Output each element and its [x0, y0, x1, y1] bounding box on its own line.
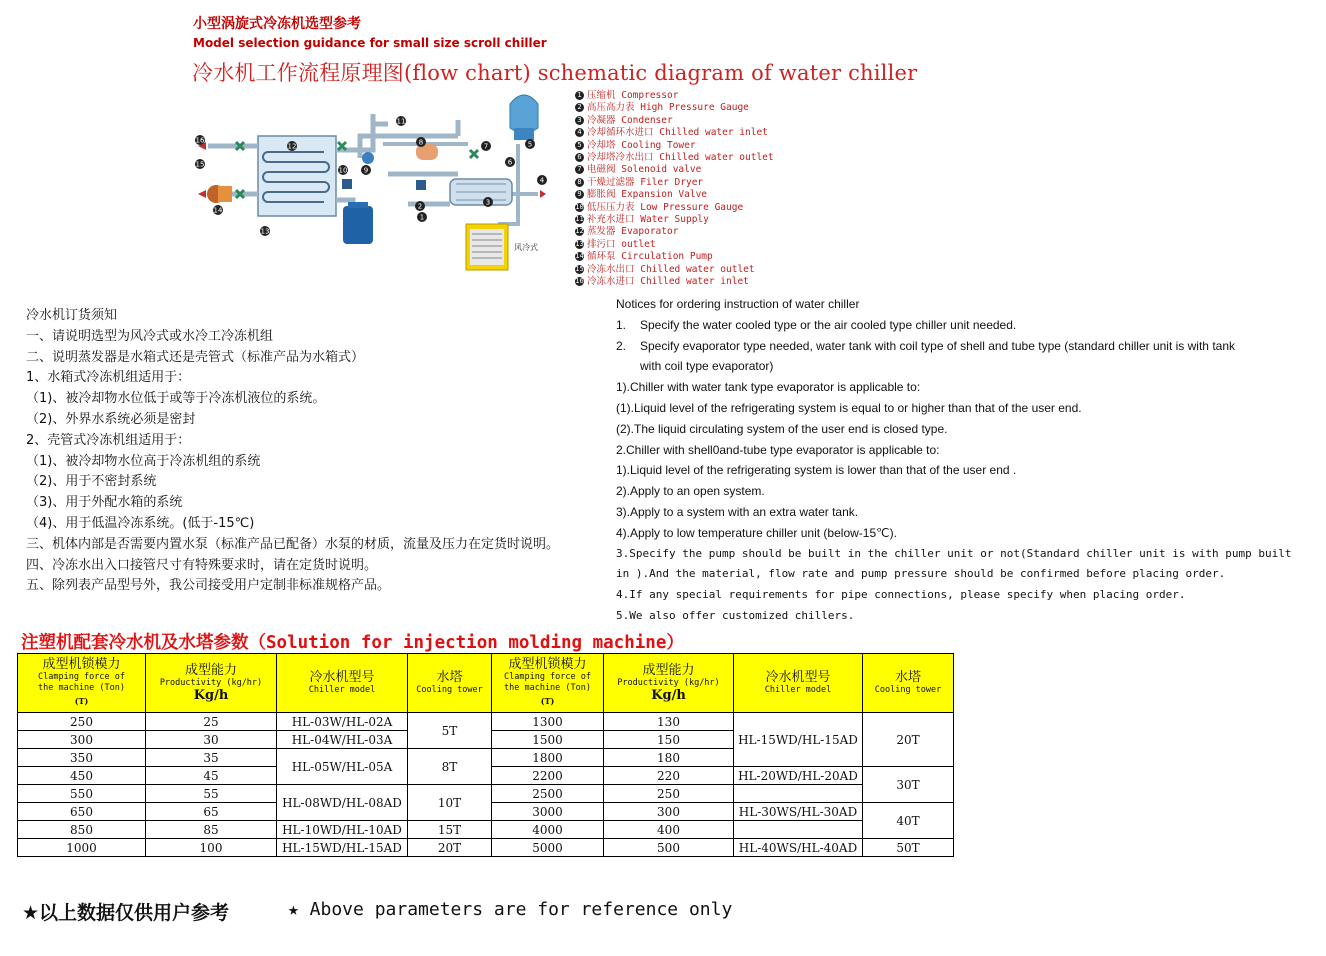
legend-number: 16 — [575, 277, 584, 286]
notes-cn-line: 二、说明蒸发器是水箱式还是壳管式（标准产品为水箱式） — [26, 349, 365, 365]
callout-3: 3 — [485, 198, 491, 207]
legend-number: 10 — [575, 202, 584, 211]
diagram-title: 冷水机工作流程原理图(flow chart) schematic diagram of water chiller — [192, 61, 918, 85]
callout-4: 4 — [539, 176, 545, 185]
notes-cn — [26, 306, 559, 597]
table-cell: HL-30WS/HL-30AD — [734, 803, 863, 821]
table-cell: 30T — [863, 767, 954, 803]
legend-item — [575, 102, 774, 114]
table-cell — [734, 785, 863, 803]
evaporator-tank — [258, 136, 336, 216]
table-cell: 1500 — [492, 731, 604, 749]
table-cell: 15T — [408, 821, 492, 839]
callout-5: 5 — [527, 140, 533, 149]
notes-cn-line: （4)、用于低温冷冻系统。(低于-15℃) — [26, 515, 255, 531]
legend-number: 12 — [575, 227, 584, 236]
table-cell: 250 — [604, 785, 734, 803]
table-cell: 2200 — [492, 767, 604, 785]
table-cell: 400 — [604, 821, 734, 839]
diagram-legend — [575, 90, 774, 289]
title-cn: 小型涡旋式冷冻机选型参考 — [193, 16, 361, 32]
legend-number: 6 — [575, 153, 584, 162]
legend-item — [575, 90, 774, 102]
table-row — [18, 839, 954, 857]
legend-number: 8 — [575, 178, 584, 187]
table-cell: 650 — [18, 803, 146, 821]
table-cell: 10T — [408, 785, 492, 821]
callout-13: 13 — [260, 227, 270, 236]
table-cell: 50T — [863, 839, 954, 857]
notes-en: Notices for ordering instruction of water chiller 1. Specify the water cooled type or the air cooled type chiller unit needed. 2. Specify evaporator type needed, water tank with coil type of shell and tube type (standard chiller unit is with tank with coil type evaporator) 1).Chiller with water tank type evaporator is applicable to: (1).Liquid level of the refrigerating system is equal to or higher than that of the user end. (2).The liquid circulating system of the user end is closed type. 2.Chiller with shell0and-tube type evaporator is applicable to: 1).Liquid level of the refrigerating system is lower than that of the user end . 2).Apply to an open system. 3).Apply to a system with an extra water tank. 4).Apply to low temperature chiller unit (below-15℃). 3.Specify the pump should be built in the chiller unit or not(Standard chiller unit is with pump built in ).And the material, flow rate and pump pressure should be confirmed before placing order. 4.If any special requirements for pipe connections, please specify when placing order. 5.We also offer customized chillers. — [616, 294, 1292, 627]
table-cell: 55 — [146, 785, 277, 803]
table-cell: HL-10WD/HL-10AD — [277, 821, 408, 839]
table-cell: 5000 — [492, 839, 604, 857]
notes-cn-line: 五、除列表产品型号外，我公司接受用户定制非标准规格产品。 — [26, 578, 391, 594]
table-cell: 300 — [18, 731, 146, 749]
notes-cn-line: 1、水箱式冷冻机组适用于： — [26, 370, 191, 386]
table-cell: 45 — [146, 767, 277, 785]
table-cell: 550 — [18, 785, 146, 803]
callout-14: 14 — [213, 206, 223, 215]
legend-item — [575, 189, 774, 201]
table-cell: 450 — [18, 767, 146, 785]
legend-item — [575, 140, 774, 152]
table-cell: 500 — [604, 839, 734, 857]
table-cell: 85 — [146, 821, 277, 839]
notes-cn-line: 2、壳管式冷冻机组适用于： — [26, 432, 191, 448]
table-cell: HL-15WD/HL-15AD — [734, 713, 863, 767]
table-cell: HL-04W/HL-03A — [277, 731, 408, 749]
legend-text: 干燥过滤器 Filer Dryer — [587, 176, 704, 188]
table-cell: HL-40WS/HL-40AD — [734, 839, 863, 857]
legend-text: 膨胀阀 Expansion Valve — [587, 189, 708, 201]
table-cell: 1000 — [18, 839, 146, 857]
callout-1: 1 — [419, 213, 425, 222]
legend-text: 压缩机 Compressor — [587, 90, 679, 101]
table-cell: 850 — [18, 821, 146, 839]
table-cell: HL-05W/HL-05A — [277, 749, 408, 785]
legend-text: 冷冻水出口 Chilled water outlet — [587, 263, 755, 275]
legend-number: 2 — [575, 103, 584, 112]
table-cell: 35 — [146, 749, 277, 767]
legend-text: 高压高力表 High Pressure Gauge — [587, 102, 749, 114]
legend-item — [575, 115, 774, 127]
callout-8: 8 — [418, 138, 424, 147]
legend-item — [575, 214, 774, 226]
table-cell: 2500 — [492, 785, 604, 803]
legend-text: 冷却塔冷水出口 Chilled water outlet — [587, 152, 774, 164]
table-cell: 250 — [18, 713, 146, 731]
table-cell: 65 — [146, 803, 277, 821]
legend-item — [575, 202, 774, 214]
header-clamp: 成型机锁模力 Clamping force of the machine (Ton) (T) — [492, 654, 604, 713]
notes-cn-line: 四、冷冻水出入口接管尺寸有特殊要求时，请在定货时说明。 — [26, 557, 378, 573]
chiller-schematic — [188, 84, 568, 284]
legend-number: 1 — [575, 91, 584, 100]
notes-cn-line: （3)、用于外配水箱的系统 — [26, 495, 183, 511]
table-cell: 8T — [408, 749, 492, 785]
legend-item — [575, 164, 774, 176]
table-cell: 300 — [604, 803, 734, 821]
spec-table — [17, 653, 954, 857]
notes-cn-line: （1)、被冷却物水位低于或等于冷冻机液位的系统。 — [26, 391, 326, 407]
callout-16: 16 — [195, 136, 205, 145]
table-cell: 220 — [604, 767, 734, 785]
legend-item — [575, 127, 774, 139]
callout-7: 7 — [483, 142, 489, 151]
legend-text: 补充水进口 Water Supply — [587, 214, 709, 226]
header-model: 冷水机型号 Chiller model — [734, 654, 863, 713]
table-cell: 130 — [604, 713, 734, 731]
callout-6: 6 — [507, 158, 513, 167]
legend-item — [575, 226, 774, 238]
header-productivity: 成型能力 Productivity (kg/hr) Kg/h — [146, 654, 277, 713]
callout-11: 11 — [396, 117, 406, 126]
table-row — [18, 785, 954, 803]
table-title: 注塑机配套冷水机及水塔参数（Solution for injection molding machine） — [21, 633, 684, 653]
legend-number: 9 — [575, 190, 584, 199]
legend-number: 15 — [575, 264, 584, 273]
legend-text: 冷却循环水进口 Chilled water inlet — [587, 127, 768, 139]
legend-number: 14 — [575, 252, 584, 261]
table-cell: 40T — [863, 803, 954, 839]
callout-12: 12 — [287, 142, 297, 151]
table-cell: 30 — [146, 731, 277, 749]
legend-number: 11 — [575, 215, 584, 224]
notes-cn-line: 冷水机订货须知 — [26, 308, 118, 323]
legend-number: 7 — [575, 165, 584, 174]
footer-cn: ★以上数据仅供用户参考 — [22, 902, 230, 924]
header-productivity: 成型能力 Productivity (kg/hr) Kg/h — [604, 654, 734, 713]
table-cell: HL-03W/HL-02A — [277, 713, 408, 731]
legend-text: 低压压力表 Low Pressure Gauge — [587, 201, 744, 213]
legend-number: 13 — [575, 239, 584, 248]
table-cell: 180 — [604, 749, 734, 767]
table-cell: HL-15WD/HL-15AD — [277, 839, 408, 857]
notes-cn-line: 一、请说明选型为风冷式或水冷工冷冻机组 — [26, 328, 274, 344]
title-en: Model selection guidance for small size scroll chiller — [193, 36, 547, 50]
callout-10: 10 — [338, 166, 348, 175]
legend-item — [575, 276, 774, 288]
notes-en-title: Notices for ordering instruction of water chiller — [616, 297, 860, 311]
legend-text: 蒸发器 Evaporator — [587, 226, 679, 238]
legend-text: 冷凝器 Condenser — [587, 114, 673, 126]
legend-item — [575, 264, 774, 276]
table-cell: 1300 — [492, 713, 604, 731]
table-cell — [734, 821, 863, 839]
legend-text: 冷却塔 Cooling Tower — [587, 139, 696, 151]
legend-item — [575, 152, 774, 164]
table-row — [18, 821, 954, 839]
table-row — [18, 713, 954, 731]
callout-9: 9 — [363, 166, 369, 175]
table-cell: 1800 — [492, 749, 604, 767]
footer-en: ★ Above parameters are for reference only — [288, 899, 733, 920]
table-cell: 4000 — [492, 821, 604, 839]
notes-cn-line: （2)、用于不密封系统 — [26, 474, 157, 490]
callout-15: 15 — [195, 160, 205, 169]
header-clamp: 成型机锁模力 Clamping force of the machine (Ton) (T) — [18, 654, 146, 713]
table-cell: 20T — [863, 713, 954, 767]
legend-text: 电磁阀 Solenoid valve — [587, 164, 702, 176]
legend-number: 3 — [575, 116, 584, 125]
table-cell: HL-20WD/HL-20AD — [734, 767, 863, 785]
table-cell: HL-08WD/HL-08AD — [277, 785, 408, 821]
header-model: 冷水机型号 Chiller model — [277, 654, 408, 713]
table-cell: 25 — [146, 713, 277, 731]
legend-text: 排污口 outlet — [587, 238, 656, 250]
legend-item — [575, 251, 774, 263]
header-tower: 水塔 Cooling tower — [863, 654, 954, 713]
header-tower: 水塔 Cooling tower — [408, 654, 492, 713]
notes-cn-line: （2)、外界水系统必须是密封 — [26, 411, 196, 427]
notes-cn-line: （1)、被冷却物水位高于冷冻机组的系统 — [26, 453, 261, 469]
table-cell: 150 — [604, 731, 734, 749]
table-cell: 350 — [18, 749, 146, 767]
legend-item — [575, 239, 774, 251]
table-cell: 5T — [408, 713, 492, 749]
legend-text: 冷冻水进口 Chilled water inlet — [587, 276, 749, 288]
table-cell: 100 — [146, 839, 277, 857]
notes-cn-line: 三、机体内部是否需要内置水泵（标准产品已配备）水泵的材质，流量及压力在定货时说明。 — [26, 536, 560, 552]
legend-item — [575, 177, 774, 189]
table-cell: 20T — [408, 839, 492, 857]
legend-number: 4 — [575, 128, 584, 137]
table-cell: 3000 — [492, 803, 604, 821]
legend-text: 循环泵 Circulation Pump — [587, 251, 713, 263]
air-cooled-label: 风冷式 — [514, 243, 538, 252]
table-header-row — [18, 654, 954, 713]
callout-2: 2 — [417, 202, 423, 211]
legend-number: 5 — [575, 141, 584, 150]
